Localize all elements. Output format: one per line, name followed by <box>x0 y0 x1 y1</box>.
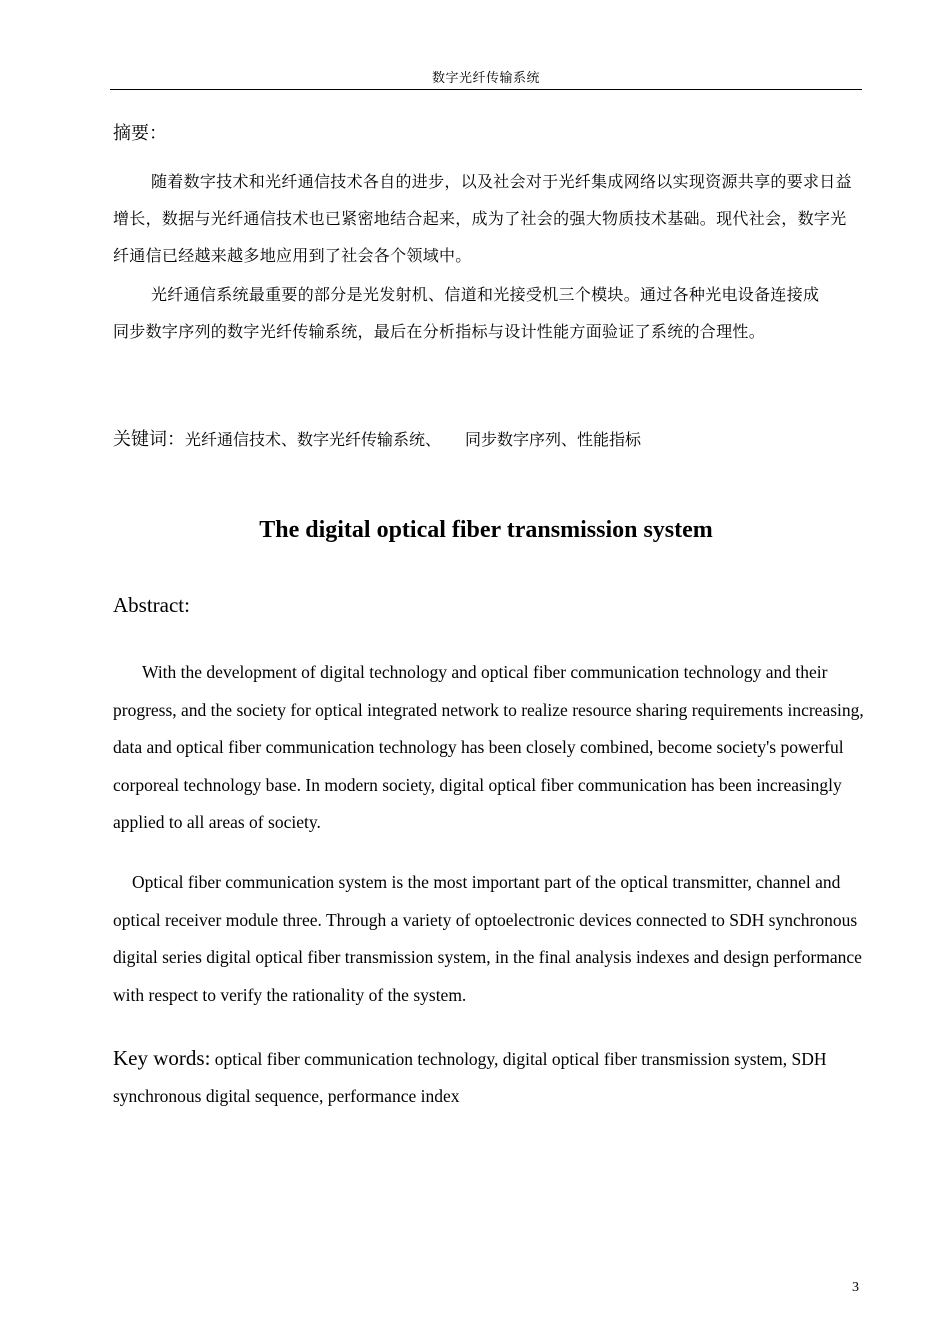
chinese-keywords-label: 关键词： <box>113 429 185 450</box>
english-keywords <box>113 1040 865 1115</box>
chinese-abstract-heading: 摘要： <box>113 123 167 144</box>
running-header: 数字光纤传输系统 <box>110 69 862 90</box>
english-abstract-heading: Abstract: <box>113 593 190 617</box>
chinese-keywords <box>113 424 861 456</box>
chinese-abstract-paragraph-2: 光纤通信系统最重要的部分是光发射机、信道和光接受机三个模块。通过各种光电设备连接成 同步数字序列的数字光纤传输系统，最后在分析指标与设计性能方面验证了系统的合理性。 <box>113 285 852 341</box>
english-keywords-text: optical fiber communication technology, digital optical fiber transmission system, SDH synchronous digital sequence, performance index <box>113 1049 827 1106</box>
chinese-abstract-paragraph-1: 随着数字技术和光纤通信技术各自的进步，以及社会对于光纤集成网络以实现资源共享的要求日益增长，数据与光纤通信技术也已紧密地结合起来，成为了社会的强大物质技术基础。现代社会，数字光纤通信已经越来越多地应用到了社会各个领域中。 <box>113 172 852 265</box>
english-abstract-paragraph-1: With the development of digital technology and optical fiber communication technology and their progress, and the society for optical integrated network to realize resource sharing requirements increasing, data and optical fiber communication technology has been closely combined, become society's powerful corporeal technology base. In modern society, digital optical fiber communication has been increasingly applied to all areas of society. <box>113 662 864 832</box>
english-keywords-label: Key words: <box>113 1046 211 1070</box>
chinese-keywords-text: 光纤通信技术、数字光纤传输系统、 同步数字序列、性能指标 <box>185 430 642 449</box>
english-abstract-paragraph-2: Optical fiber communication system is the most important part of the optical transmitter, channel and optical receiver module three. Through a variety of optoelectronic devices connected to SDH synchronous digital series digital optical fiber transmission system, in the final analysis indexes and design performance with respect to verify the rationality of the system. <box>113 872 862 1005</box>
page-number: 3 <box>852 1280 859 1295</box>
english-title: The digital optical fiber transmission system <box>259 517 713 543</box>
